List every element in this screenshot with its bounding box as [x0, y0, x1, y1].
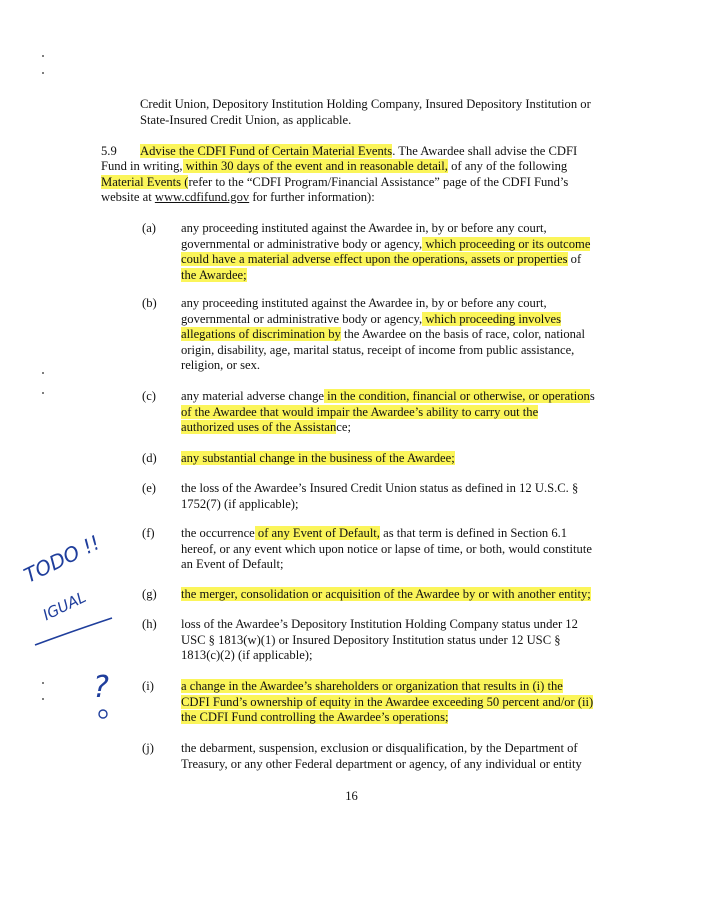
- scan-speck: [42, 698, 44, 700]
- item-d-text: any substantial change in the business of the Awardee;: [181, 451, 455, 465]
- handwritten-underline-stroke: [30, 610, 120, 650]
- item-e-label: (e): [142, 481, 156, 495]
- section-line-1: Advise the CDFI Fund of Certain Material Events. The Awardee shall advise the CDFI: [140, 144, 578, 158]
- item-b-label: (b): [142, 296, 157, 310]
- item-i-text: a change in the Awardee’s shareholders or organization that results in (i) the CDFI Fund’s ownership of equity in the Awardee exceeding 50 percent and/or (ii) the CDFI Fund controlling the Awardee’s operations;: [181, 679, 594, 725]
- handwritten-question-mark: ?: [93, 670, 109, 705]
- item-e-text: the loss of the Awardee’s Insured Credit Union status as defined in 12 U.S.C. § 1752(7) (if applicable);: [181, 481, 579, 511]
- item-b-text: any proceeding instituted against the Awardee in, by or before any court, governmental or administrative body or agency, which proceeding involves allegations of discrimination by the Awardee on the basis of race, color, national origin, disability, age, marital status, receipt of income from public assistance, religion, or sex.: [181, 296, 586, 373]
- item-f-label: (f): [142, 526, 155, 540]
- item-a-label: (a): [142, 221, 156, 235]
- section-line-3: Material Events (refer to the “CDFI Program/Financial Assistance” page of the CDFI Fund’s: [101, 175, 569, 189]
- cdfi-fund-link[interactable]: www.cdfifund.gov: [154, 190, 250, 204]
- handwritten-note-todo: TODO !!: [20, 530, 104, 588]
- item-a-text: any proceeding instituted against the Awardee in, by or before any court, governmental or administrative body or agency, which proceeding or its outcome could have a material adverse effect upon the operations, assets or properties of the Awardee;: [181, 221, 591, 282]
- item-g-label: (g): [142, 587, 157, 601]
- item-c-text: any material adverse change in the condition, financial or otherwise, or operations of the Awardee that would impair the Awardee’s ability to carry out the authorized uses of the Assistance;: [181, 389, 595, 435]
- item-d-label: (d): [142, 451, 157, 465]
- scan-speck: [42, 372, 44, 374]
- item-j-text: the debarment, suspension, exclusion or disqualification, by the Department of Treasury, or any other Federal department or agency, of any individual or entity: [181, 741, 582, 771]
- section-line-2: Fund in writing, within 30 days of the event and in reasonable detail, of any of the following: [101, 159, 568, 173]
- intro-line-1: Credit Union, Depository Institution Holding Company, Insured Depository Institution or: [140, 97, 591, 111]
- scan-speck: [42, 392, 44, 394]
- item-c-label: (c): [142, 389, 156, 403]
- item-g-text: the merger, consolidation or acquisition of the Awardee by or with another entity;: [181, 587, 591, 601]
- scan-speck: [42, 55, 44, 57]
- section-line-4: website at www.cdfifund.gov for further information):: [101, 190, 375, 204]
- scan-speck: [42, 682, 44, 684]
- item-h-text: loss of the Awardee’s Depository Institution Holding Company status under 12 USC § 1813(w)(1) or Insured Depository Institution status under 12 USC § 1813(c)(2) (if applicable);: [181, 617, 578, 663]
- section-number: 5.9: [101, 144, 117, 158]
- handwritten-circle-mark: [96, 707, 110, 721]
- item-j-label: (j): [142, 741, 154, 755]
- handwritten-note-igual: IGUAL: [40, 587, 89, 625]
- item-h-label: (h): [142, 617, 157, 631]
- scan-speck: [42, 72, 44, 74]
- intro-line-2: State-Insured Credit Union, as applicable.: [140, 113, 352, 127]
- item-i-label: (i): [142, 679, 154, 693]
- page-number: 16: [345, 789, 358, 803]
- section-heading: Advise the CDFI Fund of Certain Material Events: [140, 144, 393, 158]
- item-f-text: the occurrence of any Event of Default, as that term is defined in Section 6.1 hereof, or any event which upon notice or lapse of time, or both, would constitute an Event of Default;: [181, 526, 592, 572]
